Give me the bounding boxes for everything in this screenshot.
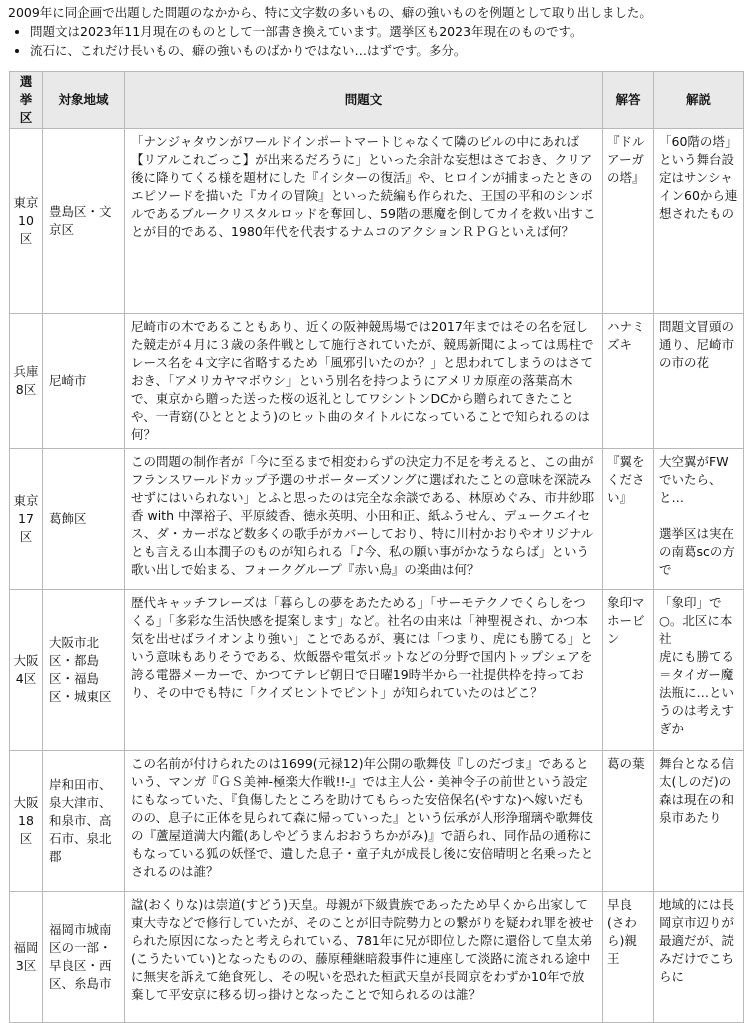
- note-cell: 地域的には長岡京市辺りが最適だが、読みだけでこちらに: [654, 892, 744, 1023]
- question-cell: 歴代キャッチフレーズは「暮らしの夢をあたためる」「サーモテクノでくらしをつくる」「多彩な生活快感を提案します」など。社名の由来は「神聖視され、かつ本気を出せばライオンより強い」ことであるが、裏には「つまり、虎にも勝てる」という意味もありそうである、炊飯器や電気ポットなどの分野で国内トップシェアを誇る電器メーカーで、かつてテレビ朝日で日曜19時半から一社提供枠を持っており、その中でも特に「クイズヒントでピント」が知られていたのはどこ？: [125, 590, 603, 751]
- intro-note: • 問題文は2023年11月現在のものとして一部書き換えています。選挙区も2023年現在のものです。: [30, 22, 745, 41]
- table-row: [10, 129, 744, 314]
- table-row: [10, 590, 744, 751]
- example-questions-table: [9, 71, 744, 1023]
- question-cell: 諡(おくりな)は崇道(すどう)天皇。母親が下級貴族であったため早くから出家して東大寺などで修行していたが、そのことが旧寺院勢力との繋がりを疑われ罪を被せられた原因になったと考えられている、781年に兄が即位した際に還俗して皇太弟(こうたいてい)となったものの、藤原種継暗殺事件に連座して淡路に流される途中に無実を訴えて絶食死し、その呪いを恐れた桓武天皇が長岡京をわずか10年で放棄して平安京に移る切っ掛けとなったことで知られるのは誰？: [125, 892, 603, 1023]
- area-cell: 福岡市城南区の一部・早良区・西区、糸島市: [43, 892, 125, 1023]
- question-cell: この名前が付けられたのは1699(元禄12)年公開の歌舞伎『しのだづま』であるという、マンガ『ＧＳ美神‐極楽大作戦!!‐』では主人公・美神令子の前世という設定にもなっていた、『負傷したところを助けてもらった安倍保名(やすな)へ嫁いだものの、息子に正体を見られて森に帰っていった』という伝承が人形浄瑠璃や歌舞伎の『蘆屋道満大内鑑(あしやどうまんおおうちかがみ)』で語られ、同作品の通称にもなっている狐の妖怪で、遺した息子・童子丸が成長し後に安倍晴明と名乗ったとされるのは誰？: [125, 751, 603, 892]
- intro-notes: [8, 22, 745, 60]
- question-cell: 「ナンジャタウンがワールドインポートマートじゃなくて隣のビルの中にあれば【リアルこれごっこ】が出来るだろうに」といった余計な妄想はさておき、クリア後に降りてくる様を題材にした『イシターの復活』や、ヒロインが捕まったときのエピソードを描いた『カイの冒険』といった続編も作られた、王国の平和のシンボルであるブルークリスタルロッドを奪回し、59階の悪魔を倒してカイを救い出すことが目的である、1980年代を代表するナムコのアクションＲＰＧといえば何？: [125, 129, 603, 314]
- intro-lead: 2009年に同企画で出題した問題のなかから、特に文字数の多いもの、癖の強いものを例題として取り出しました。: [8, 5, 652, 20]
- question-cell: 尼崎市の木であることもあり、近くの阪神競馬場では2017年まではその名を冠した競走が４月に３歳の条件戦として施行されていたが、競馬新聞によっては馬柱でレース名を４文字に省略するため「風邪引いたのか？」と思われてしまうのはさておき、「アメリカヤマボウシ」という別名を持つようにアメリカ原産の落葉高木で、東京から贈った送った桜の返礼としてワシントンDCから贈られてきたことや、一青窈(ひとととよう)のヒット曲のタイトルになっていることで知られるのは何？: [125, 314, 603, 449]
- intro-note: • 流石に、これだけ長いもの、癖の強いものばかりではない…はずです。多分。: [30, 41, 745, 60]
- area-cell: 岸和田市、泉大津市、和泉市、高石市、泉北郡: [43, 751, 125, 892]
- district-cell: 大阪4区: [10, 590, 43, 751]
- header-area: 対象地域: [43, 72, 125, 129]
- header-question: 問題文: [125, 72, 603, 129]
- note-cell: 「象印」で○。北区に本社 虎にも勝てる＝タイガー魔法瓶に…というのは考えすぎか: [654, 590, 744, 751]
- answer-cell: 『ドルアーガの塔』: [603, 129, 654, 314]
- question-cell: この問題の制作者が「今に至るまで相変わらずの決定力不足を考えると、この曲がフランスワールドカップ予選のサポーターズソングに選ばれたことの意味を深読みせずにはいられない」とふと思ったのは完全な余談である、林原めぐみ、市井紗耶香 with 中澤裕子、平原綾香、徳永英明、小田和正、紙ふうせん、デュークエイセス、ダ・カーポなど数多くの歌手がカバーしており、特に川村かおりやオリジナルとも言える山本潤子のものが知られる「♪今、私の願い事がかなうならば」という歌い出しで始まる、フォークグループ『赤い鳥』の楽曲は何？: [125, 449, 603, 590]
- area-cell: 尼崎市: [43, 314, 125, 449]
- table-row: [10, 751, 744, 892]
- area-cell: 豊島区・文京区: [43, 129, 125, 314]
- answer-cell: 早良(さわら)親王: [603, 892, 654, 1023]
- table-row: [10, 892, 744, 1023]
- district-cell: 東京17区: [10, 449, 43, 590]
- intro: [0, 0, 753, 60]
- table-row: [10, 449, 744, 590]
- answer-cell: 葛の葉: [603, 751, 654, 892]
- answer-cell: 象印マホービン: [603, 590, 654, 751]
- note-cell: 問題文冒頭の通り、尼崎市の市の花: [654, 314, 744, 449]
- header-answer: 解答: [603, 72, 654, 129]
- area-cell: 大阪市北区・都島区・福島区・城東区: [43, 590, 125, 751]
- district-cell: 東京10区: [10, 129, 43, 314]
- area-cell: 葛飾区: [43, 449, 125, 590]
- table-row: [10, 314, 744, 449]
- note-cell: 大空翼がFWでいたら、と… 選挙区は実在の南葛scの方で: [654, 449, 744, 590]
- district-cell: 大阪18区: [10, 751, 43, 892]
- answer-cell: ハナミズキ: [603, 314, 654, 449]
- note-cell: 「60階の塔」という舞台設定はサンシャイン60から連想されたもの: [654, 129, 744, 314]
- district-cell: 兵庫8区: [10, 314, 43, 449]
- district-cell: 福岡3区: [10, 892, 43, 1023]
- answer-cell: 『翼をください』: [603, 449, 654, 590]
- header-note: 解説: [654, 72, 744, 129]
- header-district: 選挙区: [10, 72, 43, 129]
- note-cell: 舞台となる信太(しのだ)の森は現在の和泉市あたり: [654, 751, 744, 892]
- table-header-row: [10, 72, 744, 129]
